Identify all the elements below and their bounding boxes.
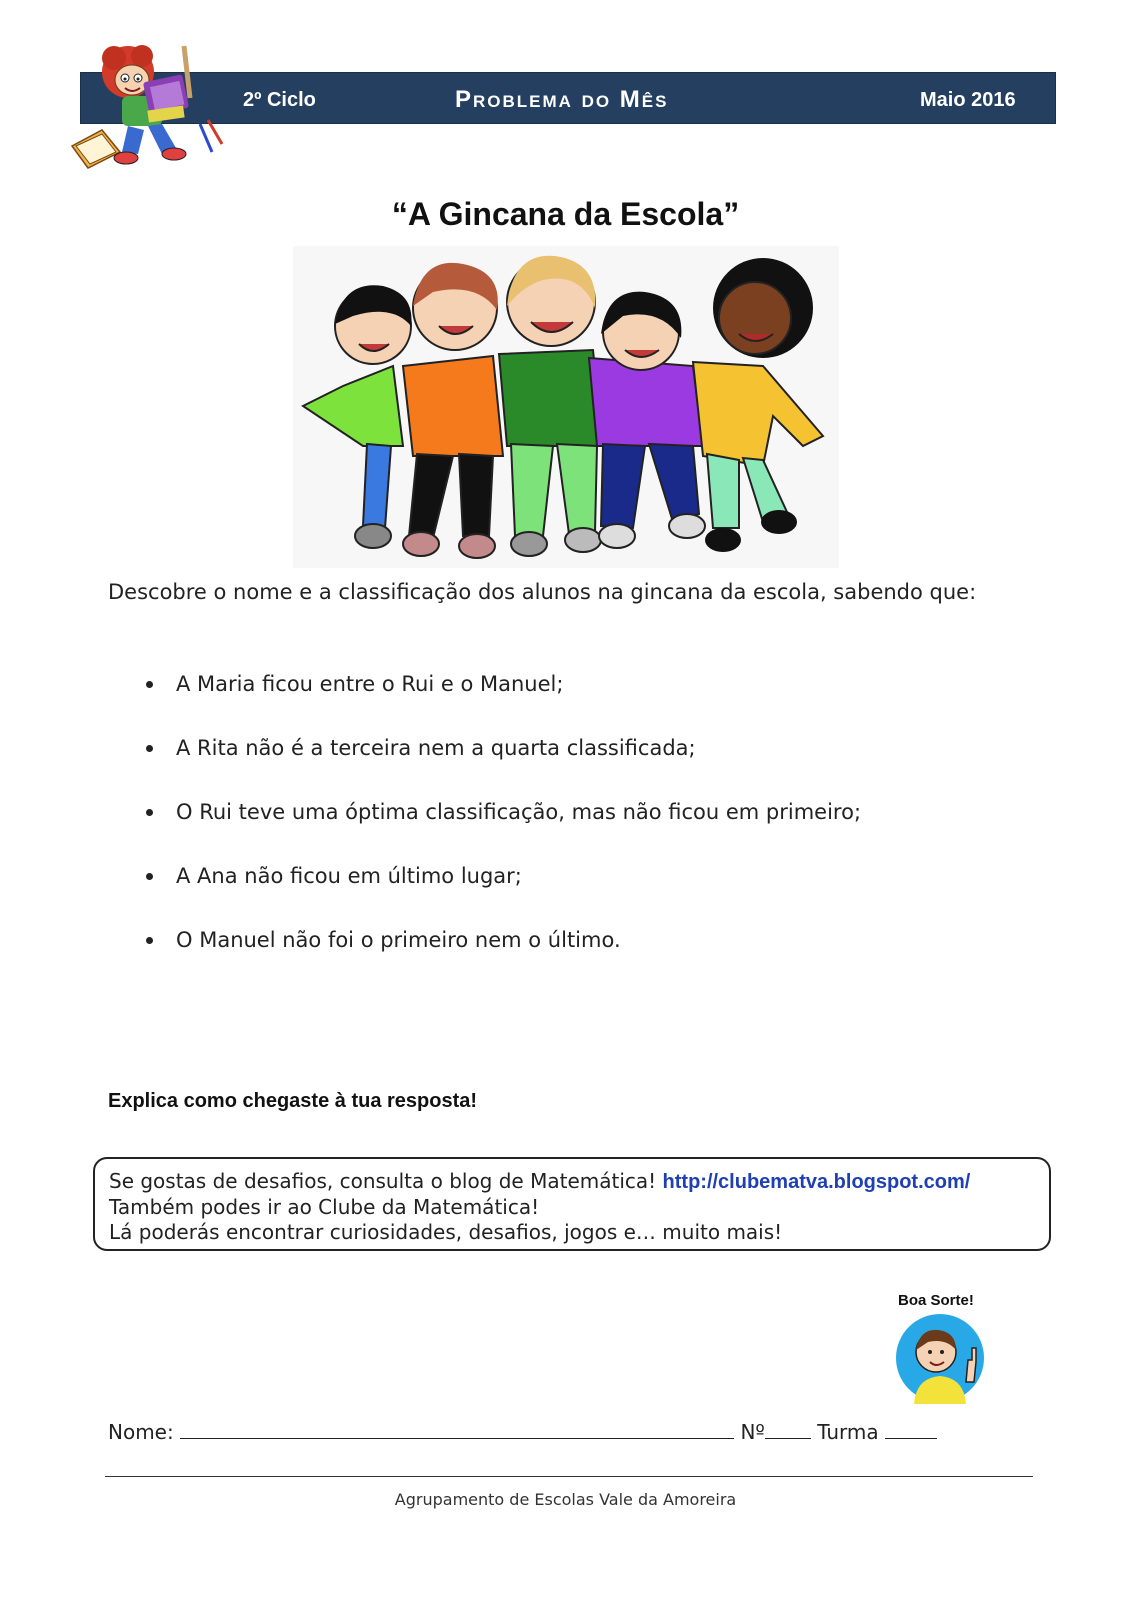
- clue-text: O Manuel não foi o primeiro nem o último.: [176, 928, 621, 952]
- bullet-icon: [146, 873, 153, 880]
- footer-divider: [105, 1476, 1033, 1477]
- list-item: [142, 796, 1022, 860]
- bullet-icon: [146, 745, 153, 752]
- class-label: Turma: [817, 1420, 879, 1444]
- name-field[interactable]: [180, 1420, 734, 1439]
- date-label: Maio 2016: [920, 89, 1016, 111]
- student-mascot-illustration: [62, 34, 232, 174]
- page-title-header: Problema do Mês: [455, 86, 669, 113]
- problem-title: “A Gincana da Escola”: [391, 196, 740, 232]
- list-item: [142, 924, 1022, 988]
- list-item: [142, 860, 1022, 924]
- name-label: Nome:: [108, 1420, 174, 1444]
- children-group-illustration: [293, 246, 839, 568]
- number-field[interactable]: [765, 1420, 811, 1439]
- list-item: [142, 732, 1022, 796]
- clues-list: [142, 668, 1022, 988]
- number-label: Nº: [740, 1420, 765, 1444]
- student-form: [108, 1420, 937, 1444]
- explain-prompt: Explica como chegaste à tua resposta!: [108, 1090, 478, 1112]
- info-line-1: [109, 1169, 1035, 1195]
- class-field[interactable]: [885, 1420, 937, 1439]
- bullet-icon: [146, 809, 153, 816]
- info-line-2: Também podes ir ao Clube da Matemática!: [109, 1195, 540, 1219]
- info-line-1-text: Se gostas de desafios, consulta o blog de Matemática!: [109, 1169, 657, 1193]
- good-luck-label: Boa Sorte!: [898, 1292, 974, 1309]
- blog-link[interactable]: http://clubematva.blogspot.com/: [662, 1171, 971, 1193]
- clue-text: A Maria ficou entre o Rui e o Manuel;: [176, 672, 564, 696]
- clue-text: A Ana não ficou em último lugar;: [176, 864, 522, 888]
- clue-text: A Rita não é a terceira nem a quarta classificada;: [176, 736, 696, 760]
- footer-school-name: Agrupamento de Escolas Vale da Amoreira: [394, 1490, 737, 1509]
- clue-text: O Rui teve uma óptima classificação, mas não ficou em primeiro;: [176, 800, 862, 824]
- waving-kid-icon: [894, 1312, 986, 1404]
- problem-intro: Descobre o nome e a classificação dos alunos na gincana da escola, sabendo que:: [108, 580, 977, 604]
- bullet-icon: [146, 681, 153, 688]
- info-box: [93, 1157, 1051, 1251]
- info-line-3: Lá poderás encontrar curiosidades, desafios, jogos e… muito mais!: [109, 1220, 783, 1244]
- cycle-label: 2º Ciclo: [243, 89, 316, 111]
- bullet-icon: [146, 937, 153, 944]
- list-item: [142, 668, 1022, 732]
